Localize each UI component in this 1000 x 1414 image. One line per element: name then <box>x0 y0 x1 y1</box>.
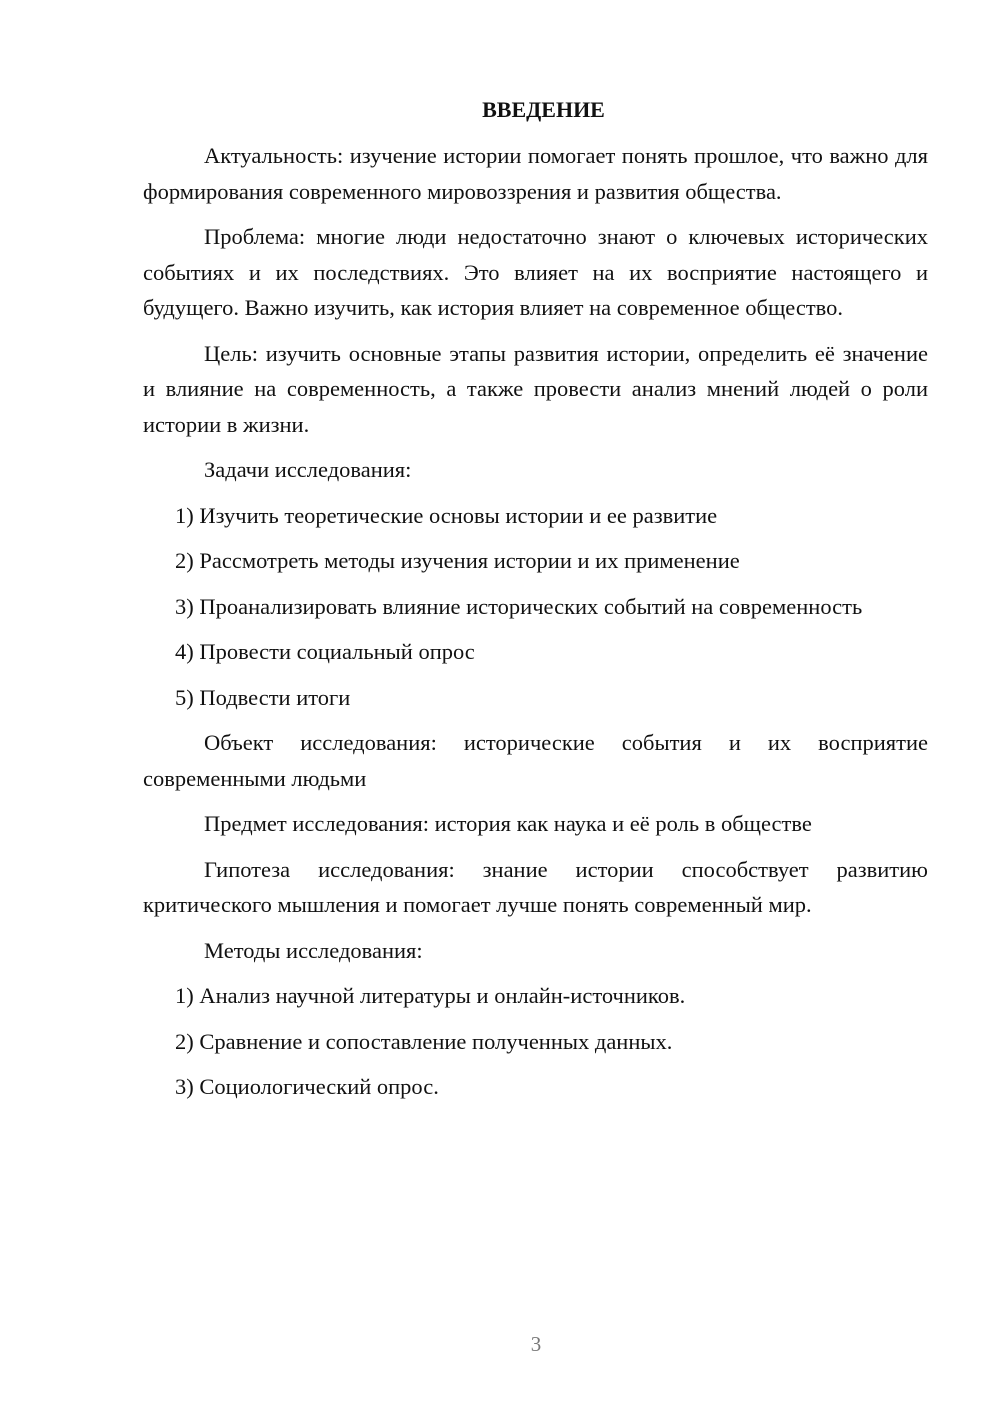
problem-paragraph: Проблема: многие люди недостаточно знают о ключевых исторических событиях и их последствиях. Это влияет на их восприятие настоящего и будущего. Важно изучить, как история влияет на современное общество. <box>143 224 928 320</box>
page-content <box>143 94 928 1115</box>
task-item-5: 5) Подвести итоги <box>175 684 351 710</box>
page-number: 3 <box>530 1332 542 1356</box>
hypothesis-paragraph: Гипотеза исследования: знание истории способствует развитию критического мышления и помогает лучше понять современный мир. <box>143 856 928 917</box>
task-item-4: 4) Провести социальный опрос <box>175 639 475 664</box>
page-title: ВВЕДЕНИЕ <box>482 97 605 122</box>
methods-heading: Методы исследования: <box>204 937 423 963</box>
subject-paragraph: Предмет исследования: история как наука и её роль в обществе <box>204 811 812 836</box>
object-paragraph: Объект исследования: исторические события и их восприятие современными людьми <box>143 730 928 791</box>
method-item-2: 2) Сравнение и сопоставление полученных данных. <box>175 1028 673 1054</box>
task-item-3: 3) Проанализировать влияние исторических событий на современность <box>175 593 863 619</box>
relevance-paragraph: Актуальность: изучение истории помогает понять прошлое, что важно для формирования современного мировоззрения и развития общества. <box>143 143 928 204</box>
tasks-heading: Задачи исследования: <box>204 457 412 482</box>
task-item-2: 2) Рассмотреть методы изучения истории и их применение <box>175 548 740 573</box>
task-item-1: 1) Изучить теоретические основы истории и ее развитие <box>175 502 718 528</box>
goal-paragraph: Цель: изучить основные этапы развития истории, определить её значение и влияние на современность, а также провести анализ мнений людей о роли истории в жизни. <box>143 340 928 437</box>
method-item-3: 3) Социологический опрос. <box>175 1074 439 1099</box>
method-item-1: 1) Анализ научной литературы и онлайн-источников. <box>175 983 686 1008</box>
